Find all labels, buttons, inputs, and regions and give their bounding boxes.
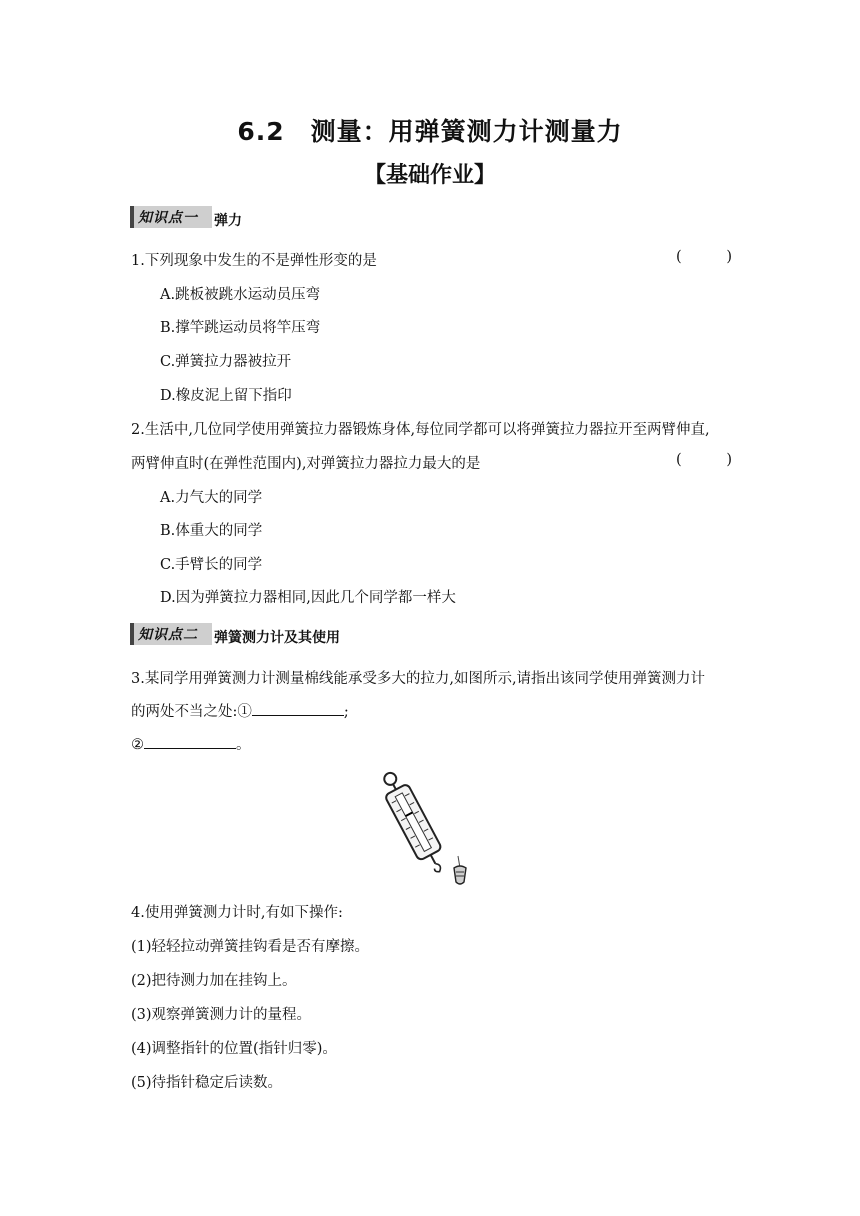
knowledge-point-label: 弹力 — [214, 213, 242, 229]
question-3-line3 — [131, 733, 251, 754]
answer-blank-1[interactable] — [252, 701, 344, 716]
question-1-stem: 1.下列现象中发生的不是弹性形变的是 — [131, 253, 377, 269]
q4-step-1: (1)轻轻拉动弹簧挂钩看是否有摩擦。 — [131, 939, 370, 955]
q4-step-2: (2)把待测力加在挂钩上。 — [131, 973, 297, 989]
q1-option-c: C.弹簧拉力器被拉开 — [160, 354, 292, 370]
paren-close: ) — [726, 452, 732, 468]
answer-paren — [676, 249, 732, 265]
page-title: 6.2 测量：用弹簧测力计测量力 — [237, 117, 623, 146]
question-2-stem-line2: 两臂伸直时(在弹性范围内),对弹簧拉力器拉力最大的是 — [131, 456, 481, 472]
badge-text: 知识点一 — [138, 210, 198, 226]
knowledge-point-2 — [130, 622, 340, 646]
knowledge-point-badge — [130, 623, 212, 645]
badge-text: 知识点二 — [138, 627, 198, 643]
q2-option-a: A.力气大的同学 — [160, 490, 263, 506]
paren-open: ( — [676, 249, 682, 265]
question-2-stem-line1: 2.生活中,几位同学使用弹簧拉力器锻炼身体,每位同学都可以将弹簧拉力器拉开至两臂伸直, — [131, 422, 710, 438]
q4-step-5: (5)待指针稳定后读数。 — [131, 1075, 283, 1091]
question-3-stem-line1: 3.某同学用弹簧测力计测量棉线能承受多大的拉力,如图所示,请指出该同学使用弹簧测力计 — [131, 671, 706, 687]
spring-scale-figure — [380, 756, 480, 890]
q1-option-a: A.跳板被跳水运动员压弯 — [160, 287, 321, 303]
answer-blank-2[interactable] — [144, 734, 236, 749]
blank-2-suffix: 。 — [236, 737, 251, 753]
paren-close: ) — [726, 249, 732, 265]
q2-option-d: D.因为弹簧拉力器相同,因此几个同学都一样大 — [160, 590, 456, 606]
q2-option-b: B.体重大的同学 — [160, 523, 263, 539]
q4-step-4: (4)调整指针的位置(指针归零)。 — [131, 1041, 337, 1057]
answer-paren — [676, 452, 732, 468]
q1-option-d: D.橡皮泥上留下指印 — [160, 388, 292, 404]
q1-option-b: B.撑竿跳运动员将竿压弯 — [160, 320, 321, 336]
question-4-stem: 4.使用弹簧测力计时,有如下操作: — [131, 905, 343, 921]
blank-2-prefix: ② — [131, 737, 144, 753]
section-subtitle: 【基础作业】 — [363, 163, 496, 188]
knowledge-point-label: 弹簧测力计及其使用 — [214, 630, 340, 646]
blank-1-suffix: ; — [343, 704, 349, 720]
paren-open: ( — [676, 452, 682, 468]
q2-option-c: C.手臂长的同学 — [160, 557, 263, 573]
question-3-stem-line2 — [131, 700, 349, 721]
knowledge-point-1 — [130, 205, 242, 229]
q4-step-3: (3)观察弹簧测力计的量程。 — [131, 1007, 312, 1023]
blank-1-prefix: 的两处不当之处:① — [131, 704, 252, 720]
knowledge-point-badge — [130, 206, 212, 228]
